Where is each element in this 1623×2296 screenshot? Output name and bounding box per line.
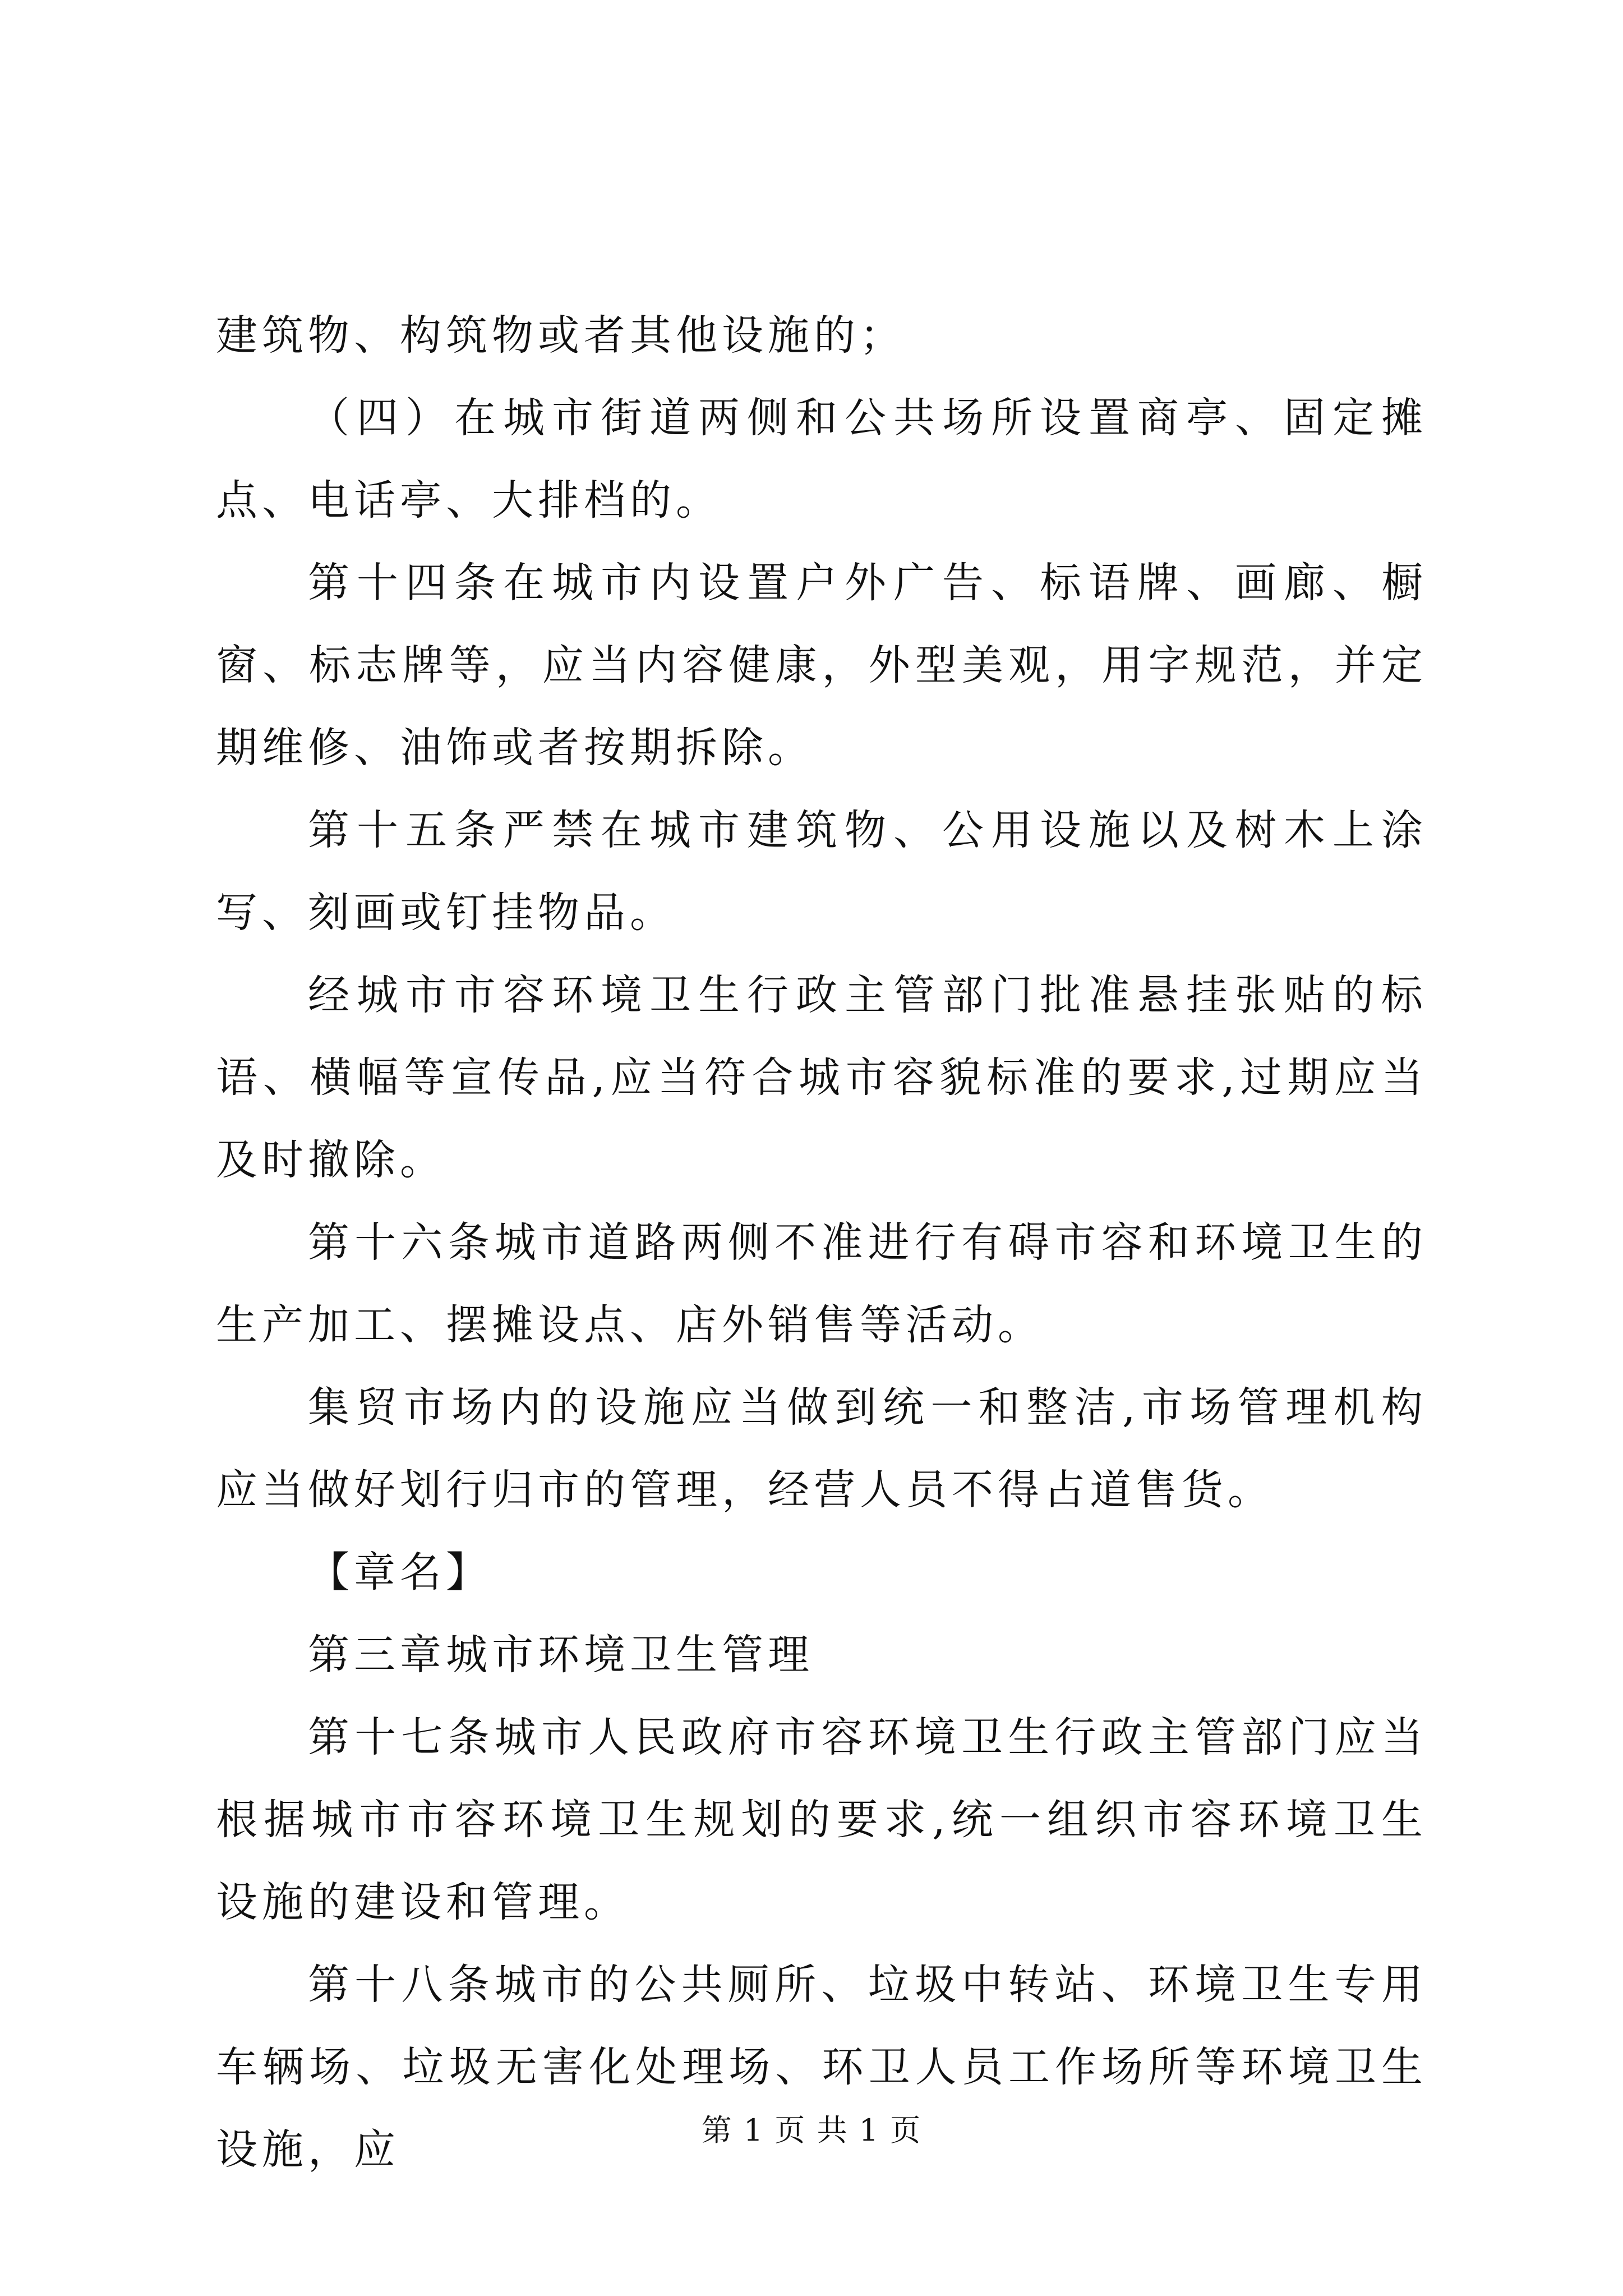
paragraph-article-14: 第十四条在城市内设置户外广告、标语牌、画廊、橱窗、标志牌等，应当内容健康，外型美观，用字规范，并定期维修、油饰或者按期拆除。 bbox=[216, 559, 1427, 772]
document-body bbox=[216, 295, 1427, 2191]
paragraph-2: （四）在城市街道两侧和公共场所设置商亭、固定摊点、电话亭、大排档的。 bbox=[216, 394, 1427, 524]
paragraph-article-18: 第十八条城市的公共厕所、垃圾中转站、环境卫生专用车辆场、垃圾无害化处理场、环卫人员工作场所等环境卫生设施，应 bbox=[216, 1961, 1427, 2174]
paragraph-article-17: 第十七条城市人民政府市容环境卫生行政主管部门应当根据城市市容环境卫生规划的要求,统一组织市容环境卫生设施的建设和管理。 bbox=[216, 1713, 1427, 1926]
paragraph-7: 集贸市场内的设施应当做到统一和整洁,市场管理机构应当做好划行归市的管理，经营人员不得占道售货。 bbox=[216, 1383, 1427, 1514]
chapter-name-label: 【章名】 bbox=[308, 1548, 492, 1596]
paragraph-article-16: 第十六条城市道路两侧不准进行有碍市容和环境卫生的生产加工、摆摊设点、店外销售等活动。 bbox=[216, 1218, 1427, 1349]
paragraph-article-15: 第十五条严禁在城市建筑物、公用设施以及树木上涂写、刻画或钉挂物品。 bbox=[216, 806, 1427, 937]
paragraph-5: 经城市市容环境卫生行政主管部门批准悬挂张贴的标语、横幅等宣传品,应当符合城市容貌标准的要求,过期应当及时撤除。 bbox=[216, 971, 1427, 1184]
paragraph-1: 建筑物、构筑物或者其他设施的； bbox=[216, 311, 906, 360]
page-footer: 第 1 页 共 1 页 bbox=[701, 2113, 922, 2148]
chapter-title: 第三章城市环境卫生管理 bbox=[308, 1631, 814, 1679]
